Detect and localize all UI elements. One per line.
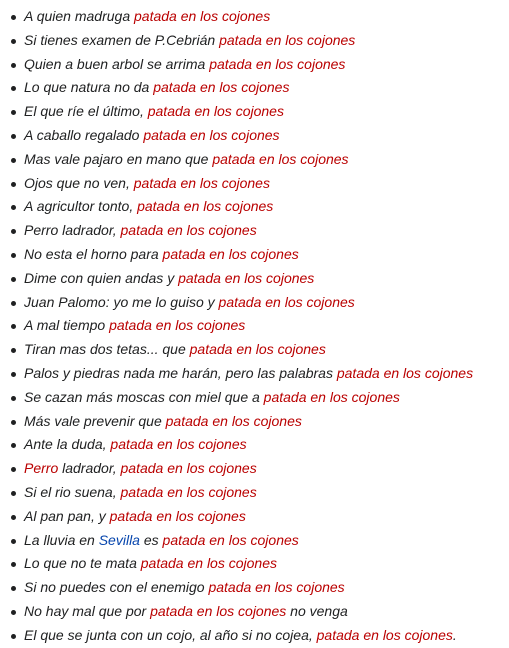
redlink[interactable]: patada en los cojones xyxy=(120,483,257,500)
list-item xyxy=(0,172,509,196)
bullet-icon xyxy=(11,562,16,567)
redlink[interactable]: patada en los cojones xyxy=(147,103,284,120)
link[interactable]: Sevilla xyxy=(98,531,140,548)
bullet-icon xyxy=(11,586,16,591)
proverb-text: ladrador, xyxy=(58,460,121,477)
proverb-text: Dime con quien andas y xyxy=(24,269,179,286)
redlink[interactable]: patada en los cojones xyxy=(263,388,400,405)
proverb-text: El que ríe el último, xyxy=(24,103,148,120)
list-item xyxy=(0,410,509,434)
proverb-text: Quien a buen arbol se arrima xyxy=(24,55,210,72)
bullet-icon xyxy=(11,15,16,20)
proverb-text: El que se junta con un cojo, al año si no cojea, xyxy=(24,626,317,643)
redlink[interactable]: patada en los cojones xyxy=(150,602,287,619)
list-item xyxy=(0,481,509,505)
bullet-icon xyxy=(11,372,16,377)
list-item xyxy=(0,624,509,648)
proverb-text: Lo que no te mata xyxy=(24,555,141,572)
bullet-icon xyxy=(11,253,16,258)
proverb-text: A caballo regalado xyxy=(24,126,144,143)
list-item xyxy=(0,148,509,172)
list-item xyxy=(0,195,509,219)
redlink[interactable]: patada en los cojones xyxy=(209,55,346,72)
bullet-icon xyxy=(11,539,16,544)
bullet-icon xyxy=(11,396,16,401)
redlink[interactable]: patada en los cojones xyxy=(189,341,326,358)
list-item xyxy=(0,100,509,124)
redlink[interactable]: Perro xyxy=(24,460,59,477)
bullet-icon xyxy=(11,467,16,472)
bullet-icon xyxy=(11,301,16,306)
proverb-text: A mal tiempo xyxy=(24,317,110,334)
proverb-text: Se cazan más moscas con miel que a xyxy=(24,388,264,405)
bullet-icon xyxy=(11,39,16,44)
list-item xyxy=(0,5,509,29)
bullet-icon xyxy=(11,324,16,329)
bullet-icon xyxy=(11,86,16,91)
redlink[interactable]: patada en los cojones xyxy=(109,507,246,524)
redlink[interactable]: patada en los cojones xyxy=(208,579,345,596)
bullet-icon xyxy=(11,205,16,210)
redlink[interactable]: patada en los cojones xyxy=(162,245,299,262)
proverb-text: Más vale prevenir que xyxy=(24,412,166,429)
proverb-text: Ante la duda, xyxy=(24,436,111,453)
proverb-text: . xyxy=(452,626,457,643)
proverb-text: Palos y piedras nada me harán, pero las palabras xyxy=(24,364,337,381)
bullet-icon xyxy=(11,491,16,496)
proverb-text: Si el rio suena, xyxy=(24,483,121,500)
redlink[interactable]: patada en los cojones xyxy=(140,555,277,572)
bullet-icon xyxy=(11,277,16,282)
list-item xyxy=(0,124,509,148)
list-item xyxy=(0,338,509,362)
redlink[interactable]: patada en los cojones xyxy=(336,364,474,381)
redlink[interactable]: patada en los cojones xyxy=(134,8,271,24)
list-item xyxy=(0,219,509,243)
proverb-text: es xyxy=(139,531,163,548)
redlink[interactable]: patada en los cojones xyxy=(133,174,270,191)
list-item xyxy=(0,362,509,386)
redlink[interactable]: patada en los cojones xyxy=(212,150,349,167)
list-item xyxy=(0,267,509,291)
proverb-text: Al pan pan, y xyxy=(24,507,110,524)
list-item xyxy=(0,386,509,410)
redlink[interactable]: patada en los cojones xyxy=(137,198,274,215)
proverb-text: No esta el horno para xyxy=(24,245,163,262)
list-item xyxy=(0,529,509,553)
redlink[interactable]: patada en los cojones xyxy=(316,626,453,643)
redlink[interactable]: patada en los cojones xyxy=(219,31,356,48)
list-item xyxy=(0,576,509,600)
list-item xyxy=(0,433,509,457)
proverb-text: No hay mal que por xyxy=(24,602,151,619)
list-item xyxy=(0,53,509,77)
redlink[interactable]: patada en los cojones xyxy=(165,412,302,429)
bullet-icon xyxy=(11,158,16,163)
proverb-text: La lluvia en xyxy=(24,531,99,548)
proverb-text: Lo que natura no da xyxy=(24,79,154,96)
list-item xyxy=(0,29,509,53)
list-item xyxy=(0,552,509,576)
redlink[interactable]: patada en los cojones xyxy=(153,79,290,96)
redlink[interactable]: patada en los cojones xyxy=(109,317,246,334)
list-item xyxy=(0,291,509,315)
bullet-icon xyxy=(11,610,16,615)
bullet-icon xyxy=(11,443,16,448)
redlink[interactable]: patada en los cojones xyxy=(143,126,280,143)
redlink[interactable]: patada en los cojones xyxy=(218,293,355,310)
proverb-text: Si tienes examen de P.Cebrián xyxy=(24,31,220,48)
proverb-text: Ojos que no ven, xyxy=(24,174,134,191)
proverb-text: Mas vale pajaro en mano que xyxy=(24,150,213,167)
list-item xyxy=(0,76,509,100)
redlink[interactable]: patada en los cojones xyxy=(110,436,247,453)
redlink[interactable]: patada en los cojones xyxy=(120,222,257,239)
proverb-text: A agricultor tonto, xyxy=(24,198,138,215)
proverb-list xyxy=(0,5,509,648)
list-item xyxy=(0,505,509,529)
proverb-text: A quien madruga xyxy=(24,8,134,24)
redlink[interactable]: patada en los cojones xyxy=(120,460,257,477)
bullet-icon xyxy=(11,348,16,353)
bullet-icon xyxy=(11,515,16,520)
bullet-icon xyxy=(11,134,16,139)
proverb-text: Si no puedes con el enemigo xyxy=(24,579,209,596)
proverb-text: Juan Palomo: yo me lo guiso y xyxy=(24,293,219,310)
redlink[interactable]: patada en los cojones xyxy=(162,531,299,548)
list-item xyxy=(0,600,509,624)
bullet-icon xyxy=(11,420,16,425)
bullet-icon xyxy=(11,229,16,234)
proverb-text: Tiran mas dos tetas... que xyxy=(24,341,190,358)
proverb-text: Perro ladrador, xyxy=(24,222,121,239)
list-item xyxy=(0,314,509,338)
list-item xyxy=(0,243,509,267)
bullet-icon xyxy=(11,110,16,115)
list-item xyxy=(0,457,509,481)
bullet-icon xyxy=(11,182,16,187)
redlink[interactable]: patada en los cojones xyxy=(178,269,315,286)
bullet-icon xyxy=(11,634,16,639)
proverb-text: no venga xyxy=(286,602,348,619)
bullet-icon xyxy=(11,63,16,68)
